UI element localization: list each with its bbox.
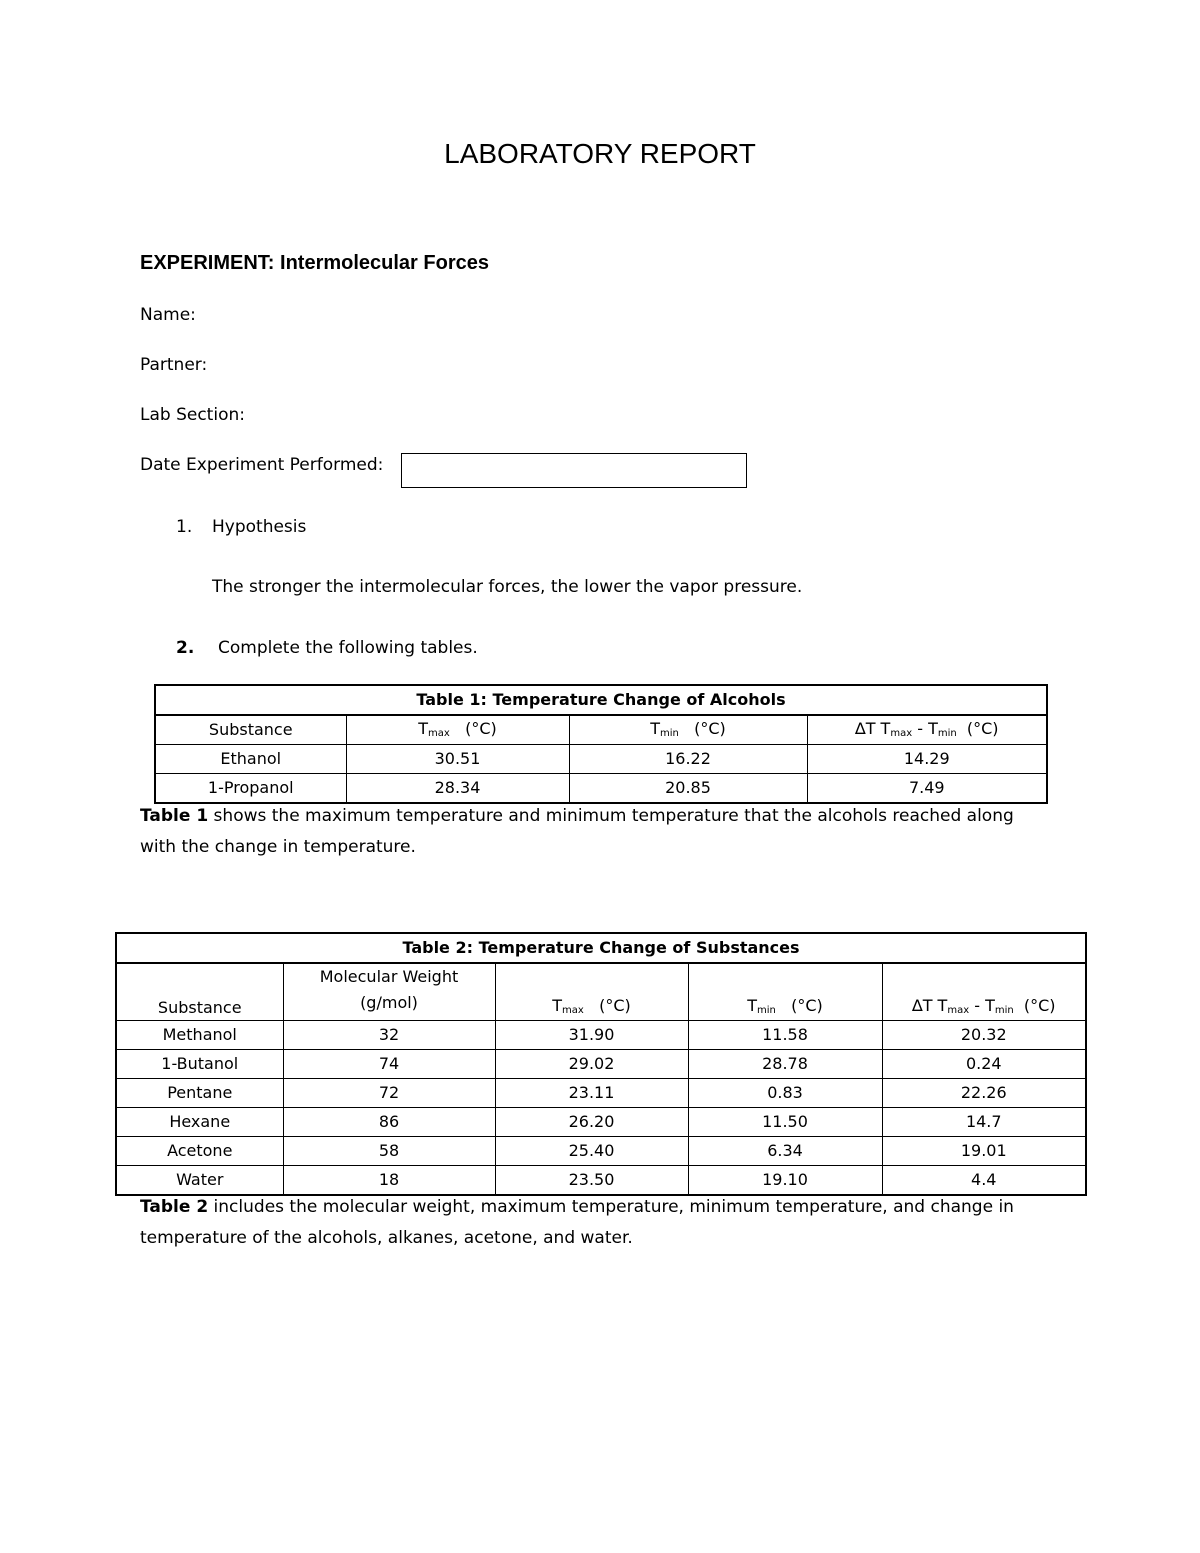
table-row [155, 774, 1047, 804]
table-cell-tmin: 19.10 [688, 1166, 882, 1196]
table-cell-tmax: 29.02 [495, 1050, 688, 1079]
experiment-heading: EXPERIMENT: Intermolecular Forces [140, 252, 489, 274]
instructions-text: Complete the following tables. [218, 638, 478, 658]
table-1-header-tmin: $T_{min}$ (°C) [569, 715, 807, 745]
table-2-description [140, 1192, 1040, 1254]
table-2-header-mw: Molecular Weight (g/mol) [283, 963, 495, 1021]
table-cell-delta: 14.7 [882, 1108, 1086, 1137]
table-row [116, 1021, 1086, 1050]
table-row [116, 1166, 1086, 1196]
table-cell-mw: 32 [283, 1021, 495, 1050]
table-2-header-delta: ∆T $T_{max} - T_{min}$ (°C) [882, 963, 1086, 1021]
table-cell-tmax: 23.50 [495, 1166, 688, 1196]
table-cell-delta: 22.26 [882, 1079, 1086, 1108]
table-row [116, 1137, 1086, 1166]
table-cell-mw: 74 [283, 1050, 495, 1079]
name-label: Name: [140, 305, 196, 325]
table-row [116, 1108, 1086, 1137]
table-row [116, 1050, 1086, 1079]
table-cell-tmin: 0.83 [688, 1079, 882, 1108]
partner-label: Partner: [140, 355, 208, 375]
table-cell-substance: Methanol [116, 1021, 283, 1050]
table-cell-tmin: 11.50 [688, 1108, 882, 1137]
table-cell-tmax: 26.20 [495, 1108, 688, 1137]
hypothesis-heading: Hypothesis [212, 517, 307, 537]
table-cell-tmin: 28.78 [688, 1050, 882, 1079]
table-cell-substance: Pentane [116, 1079, 283, 1108]
list-number-1: 1. [176, 517, 193, 537]
table-cell-delta: 7.49 [807, 774, 1047, 804]
date-input-box[interactable] [401, 453, 747, 488]
hypothesis-text: The stronger the intermolecular forces, the lower the vapor pressure. [212, 577, 803, 597]
table-cell-substance: Water [116, 1166, 283, 1196]
table-cell-delta: 4.4 [882, 1166, 1086, 1196]
table-2-desc-text: includes the molecular weight, maximum temperature, minimum temperature, and change in temperature of the alcohols, alkanes, acetone, and water. [140, 1197, 1014, 1248]
table-cell-tmax: 25.40 [495, 1137, 688, 1166]
table-cell-tmin: 6.34 [688, 1137, 882, 1166]
table-cell-tmax: 23.11 [495, 1079, 688, 1108]
table-1-caption: Table 1: Temperature Change of Alcohols [155, 685, 1047, 715]
table-cell-substance: Ethanol [155, 745, 346, 774]
report-title: LABORATORY REPORT [444, 138, 756, 169]
list-number-2: 2. [176, 638, 195, 658]
table-2-header-tmax: $T_{max}$ (°C) [495, 963, 688, 1021]
table-2-caption: Table 2: Temperature Change of Substances [116, 933, 1086, 963]
table-cell-tmax: 28.34 [346, 774, 569, 804]
table-cell-mw: 72 [283, 1079, 495, 1108]
table-2-header-substance: Substance [116, 963, 283, 1021]
table-cell-mw: 58 [283, 1137, 495, 1166]
table-cell-tmin: 11.58 [688, 1021, 882, 1050]
table-cell-delta: 0.24 [882, 1050, 1086, 1079]
table-cell-delta: 19.01 [882, 1137, 1086, 1166]
table-1 [154, 684, 1048, 804]
table-cell-mw: 18 [283, 1166, 495, 1196]
table-2-header-tmin: $T_{min}$ (°C) [688, 963, 882, 1021]
table-row [155, 745, 1047, 774]
lab-section-label: Lab Section: [140, 405, 245, 425]
table-1-header-substance: Substance [155, 715, 346, 745]
table-cell-tmax: 31.90 [495, 1021, 688, 1050]
table-cell-substance: Hexane [116, 1108, 283, 1137]
table-cell-delta: 14.29 [807, 745, 1047, 774]
table-1-description [140, 801, 1040, 863]
date-label: Date Experiment Performed: [140, 455, 384, 475]
table-2-ref: Table 2 [140, 1197, 209, 1217]
table-cell-delta: 20.32 [882, 1021, 1086, 1050]
table-cell-mw: 86 [283, 1108, 495, 1137]
table-1-header-delta: ∆T $T_{max} - T_{min}$ (°C) [807, 715, 1047, 745]
table-1-header-tmax: $T_{max}$ (°C) [346, 715, 569, 745]
table-cell-substance: 1-Propanol [155, 774, 346, 804]
table-2 [115, 932, 1087, 1196]
table-cell-substance: 1-Butanol [116, 1050, 283, 1079]
table-cell-tmax: 30.51 [346, 745, 569, 774]
table-cell-tmin: 16.22 [569, 745, 807, 774]
table-cell-tmin: 20.85 [569, 774, 807, 804]
table-row [116, 1079, 1086, 1108]
table-cell-substance: Acetone [116, 1137, 283, 1166]
table-1-desc-text: shows the maximum temperature and minimum temperature that the alcohols reached along with the change in temperature. [140, 806, 1014, 857]
table-1-ref: Table 1 [140, 806, 209, 826]
